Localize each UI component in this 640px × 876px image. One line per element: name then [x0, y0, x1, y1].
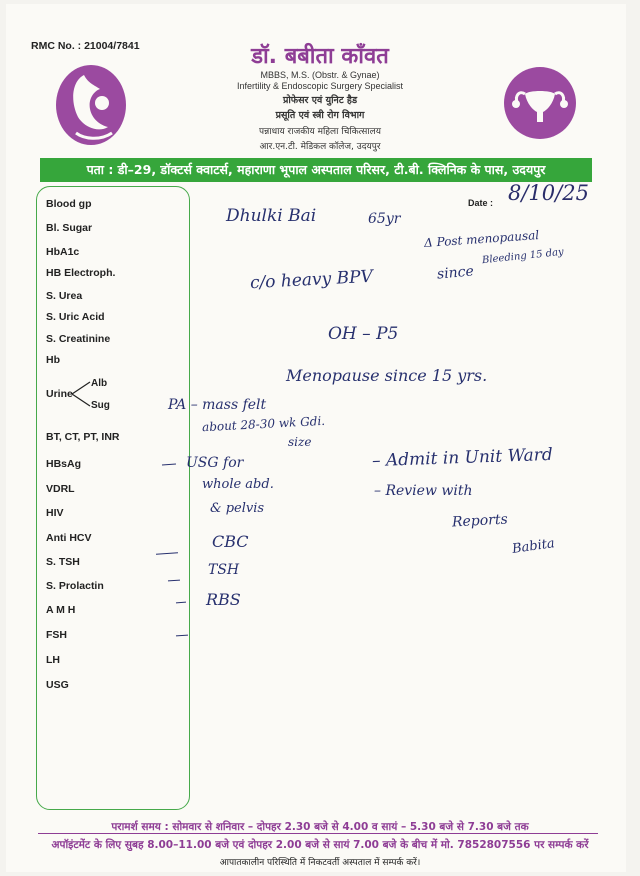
advice-reports: Reports: [451, 511, 509, 531]
footer-divider: [38, 833, 598, 834]
urine-brace-icon: [70, 380, 92, 410]
patient-age: 65yr: [368, 211, 401, 227]
rmc-number: RMC No. : 21004/7841: [31, 40, 140, 52]
doctor-degrees: MBBS, M.S. (Obstr. & Gynae): [260, 70, 380, 80]
usg-advice-3: & pelvis: [210, 501, 265, 516]
test-vdrl: VDRL: [46, 483, 75, 495]
test-bt-ct-pt-inr: BT, CT, PT, INR: [46, 431, 120, 443]
chief-complaint: c/o heavy BPV: [249, 266, 374, 294]
consultation-timings: परामर्श समय : सोमवार से शनिवार – दोपहर 2.30 बजे से 4.00 व सायं – 5.30 बजे से 7.30 बजे तक: [111, 821, 529, 833]
test-serum-creatinine: S. Creatinine: [46, 333, 111, 345]
investigations-panel: [36, 186, 190, 810]
test-amh: A M H: [46, 604, 76, 616]
doctor-specialization: Infertility & Endoscopic Surgery Specialist: [236, 81, 404, 91]
pa-finding-1: PA – mass felt: [168, 397, 267, 413]
college-name: आर.एन.टी. मेडिकल कॉलेज, उदयपुर: [259, 142, 381, 152]
address-bar: पता : डी–29, डॉक्टर्स क्वाटर्स, महाराणा भूपाल अस्पताल परिसर, टी.बी. क्लिनिक के पास, उदयपुर: [40, 158, 592, 182]
menopause-history: Menopause since 15 yrs.: [286, 366, 488, 385]
investigation-cbc: CBC: [212, 532, 249, 551]
test-hb-electrophoresis: HB Electroph.: [46, 267, 116, 279]
test-hb: Hb: [46, 354, 60, 366]
test-usg: USG: [46, 679, 69, 691]
investigation-tsh: TSH: [208, 562, 240, 578]
complaint-since: since: [436, 263, 475, 283]
test-serum-urea: S. Urea: [46, 290, 83, 302]
note-post-menopausal: Δ Post menopausal: [423, 227, 540, 251]
test-serum-prolactin: S. Prolactin: [46, 580, 104, 592]
usg-advice-2: whole abd.: [202, 477, 274, 492]
doctor-signature: Babita: [511, 536, 556, 557]
obstetric-history: OH – P5: [328, 324, 399, 344]
test-serum-tsh: S. TSH: [46, 556, 80, 568]
pa-finding-2: about 28-30 wk Gdi.: [201, 413, 326, 435]
note-bleeding-days: Bleeding 15 day: [481, 246, 565, 267]
test-serum-uric-acid: S. Uric Acid: [46, 311, 105, 323]
investigation-rbs: RBS: [206, 590, 241, 609]
uterus-logo-icon: [503, 66, 577, 140]
test-fsh: FSH: [46, 629, 67, 641]
doctor-name: डॉ. बबीता कॉंवत: [251, 44, 389, 69]
test-hba1c: HbA1c: [46, 246, 80, 258]
doctor-designation: प्रोफेसर एवं युनिट हैड: [282, 95, 358, 106]
test-hbsag: HBsAg: [46, 458, 82, 470]
hospital-name: पन्नाधाय राजकीय महिला चिकित्सालय: [259, 127, 381, 137]
advice-review: – Review with: [374, 483, 473, 499]
test-urine-albumin: Alb: [91, 378, 108, 389]
test-urine: Urine: [46, 388, 73, 400]
test-anti-hcv: Anti HCV: [46, 532, 92, 544]
pa-finding-3: size: [288, 435, 312, 449]
test-blood-group: Blood gp: [46, 198, 92, 210]
appointment-info: अपॉइंटमेंट के लिए सुबह 8.00–11.00 बजे एवं दोपहर 2.00 बजे से सायं 7.00 बजे के बीच में मो. 7852807556 पर सम्पर्क करें: [51, 839, 589, 851]
emergency-note: आपातकालीन परिस्थिति में निकटवर्ती अस्पताल में सम्पर्क करें।: [219, 858, 421, 868]
date-value: 8/10/25: [508, 181, 589, 205]
date-label: Date :: [468, 198, 494, 208]
patient-name: Dhulki Bai: [226, 206, 317, 226]
advice-admit: – Admit in Unit Ward: [371, 444, 554, 472]
department-name: प्रसूति एवं स्त्री रोग विभाग: [275, 110, 365, 121]
usg-advice-1: USG for: [186, 455, 244, 471]
test-hiv: HIV: [46, 507, 64, 519]
test-lh: LH: [46, 654, 60, 666]
test-blood-sugar: Bl. Sugar: [46, 222, 93, 234]
test-urine-sugar: Sug: [91, 400, 110, 411]
